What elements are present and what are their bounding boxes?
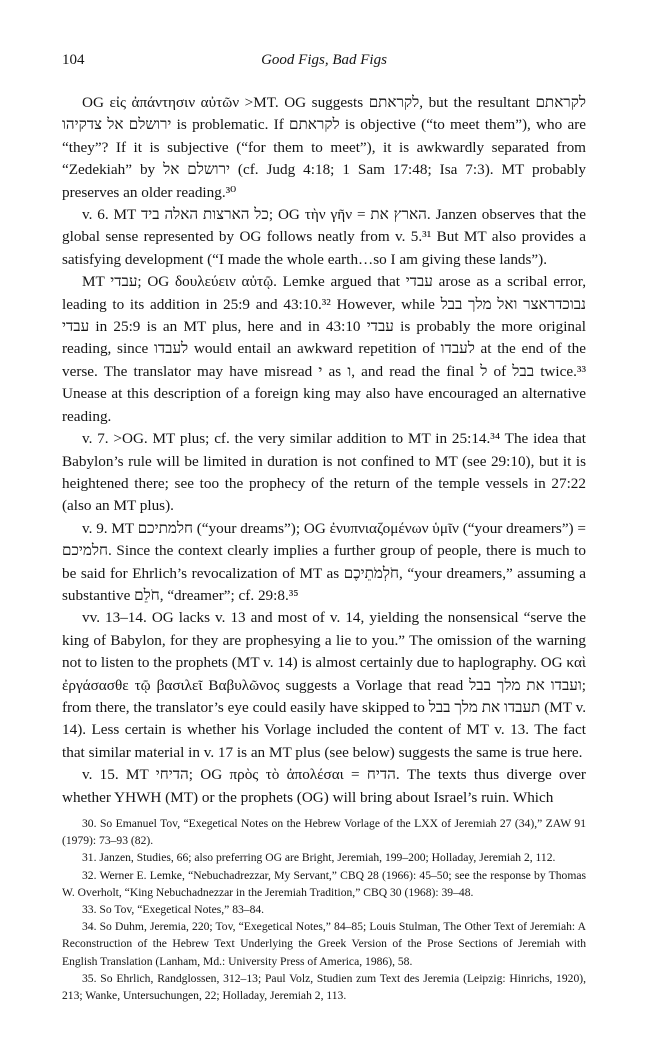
- footnotes: [62, 815, 586, 1004]
- footnote-35: 35. So Ehrlich, Randglossen, 312–13; Paul Volz, Studien zum Text des Jeremia (Leipzig: Hinrichs, 1920), 213; Wanke, Untersuchungen, 22; Holladay, Jeremiah 2, 113.: [62, 971, 586, 1003]
- page-number: 104: [62, 52, 85, 68]
- footnote-34: 34. So Duhm, Jeremia, 220; Tov, “Exegetical Notes,” 84–85; Louis Stulman, The Other Text of Jeremiah: A Reconstruction of the Hebrew Text Underlying the Greek Version of the Prose Sections of Jeremiah with English Translation (Lanham, Md.: University Press of America, 1986), 58.: [62, 920, 586, 968]
- running-title: Good Figs, Bad Figs: [261, 52, 387, 68]
- footnote-30: 30. So Emanuel Tov, “Exegetical Notes on the Hebrew Vorlage of the LXX of Jeremiah 27 (34),” ZAW 91 (1979): 73–93 (82).: [62, 817, 586, 848]
- paragraph-verse-9: v. 9. MT חלמתיכם (“your dreams”); OG ἐνυπνιαζομένων ὑμῖν (“your dreamers”) = חלמיכם. Since the context clearly implies a further group of people, there is much to be said for Ehrlich’s revocalization of MT as חֹלְמֹתֵיכֶם, “your dreamers,” assuming a substantive חֹלֵם, “dreamer”; cf. 29:8.³⁵: [62, 519, 586, 604]
- paragraph-mt-avdi: MT עבדי; OG δουλεύειν αὐτῷ. Lemke argued that עבדי arose as a scribal error, leading to its addition in 25:9 and 43:10.³² However, while נבוכדראצר ואל מלך בבל עבדי in 25:9 is an MT plus, here and in 43:10 עבדי is probably the more original reading, since לעבדו would entail an awkward repetition of לעבדו at the end of the verse. The translator may have misread י as ו, and read the final ל of בבל twice.³³ Unease at this description of a foreign king may also have encouraged an alternative reading.: [62, 273, 586, 425]
- paragraph-verse-6: v. 6. MT כל הארצות האלה ביד; OG τὴν γῆν = הארץ את. Janzen observes that the global sense represented by OG follows neatly from v. 5.³¹ But MT also provides a satisfying development (“I made the whole earth…so I am giving these lands”).: [62, 206, 586, 268]
- footnote-33: 33. So Tov, “Exegetical Notes,” 83–84.: [82, 903, 265, 917]
- paragraph-verse-15: v. 15. MT הדיחי; OG πρὸς τὸ ἀπολέσαι = הדיח. The texts thus diverge over whether YHWH (MT) or the prophets (OG) will bring about Israel’s ruin. Which: [62, 766, 586, 806]
- paragraph-verse-7: v. 7. >OG. MT plus; cf. the very similar addition to MT in 25:14.³⁴ The idea that Babylon’s rule will be limited in duration is not confined to MT (see 29:10), but it is heightened there; see too the prophecy of the return of the temple vessels in 27:22 (also an MT plus).: [62, 430, 586, 515]
- paragraph-og-eis-apantesin: OG εἰς ἀπάντησιν αὐτῶν >MT. OG suggests לקראתם, but the resultant לקראתם ירושלם אל צדקיהו is problematic. If לקראתם is objective (“to meet them”), who are “they”? If it is subjective (“for them to meet”), it is awkwardly separated from “Zedekiah” by ירושלם אל (cf. Judg 4:18; 1 Sam 17:48; Isa 7:3). MT probably preserves an older reading.³⁰: [62, 94, 587, 201]
- paragraph-verses-13-14: vv. 13–14. OG lacks v. 13 and most of v. 14, yielding the nonsensical “serve the king of Babylon, for they are prophesying a lie to you.” The omission of the warning not to listen to the prophets (MT v. 14) is almost certainly due to haplography. OG καὶ ἐργάσασθε τῷ βασιλεῖ Βαβυλῶνος suggests a Vorlage that read ועבדו את מלך בבל; from there, the translator’s eye could easily have skipped to תעבדו את מלך בבל (MT v. 14). Less certain is whether his Vorlage included the content of MT v. 13. The fact that similar material in v. 17 is an MT plus (see below) suggests the same is true here.: [62, 609, 587, 761]
- page-header: [62, 52, 586, 74]
- main-text: [62, 92, 586, 809]
- footnote-32: 32. Werner E. Lemke, “Nebuchadrezzar, My Servant,” CBQ 28 (1966): 45–50; see the response by Thomas W. Overholt, “King Nebuchadnezzar in the Jeremiah Tradition,” CBQ 30 (1968): 39–48.: [62, 868, 586, 899]
- footnote-31: 31. Janzen, Studies, 66; also preferring OG are Bright, Jeremiah, 199–200; Holladay, Jeremiah 2, 112.: [82, 851, 556, 865]
